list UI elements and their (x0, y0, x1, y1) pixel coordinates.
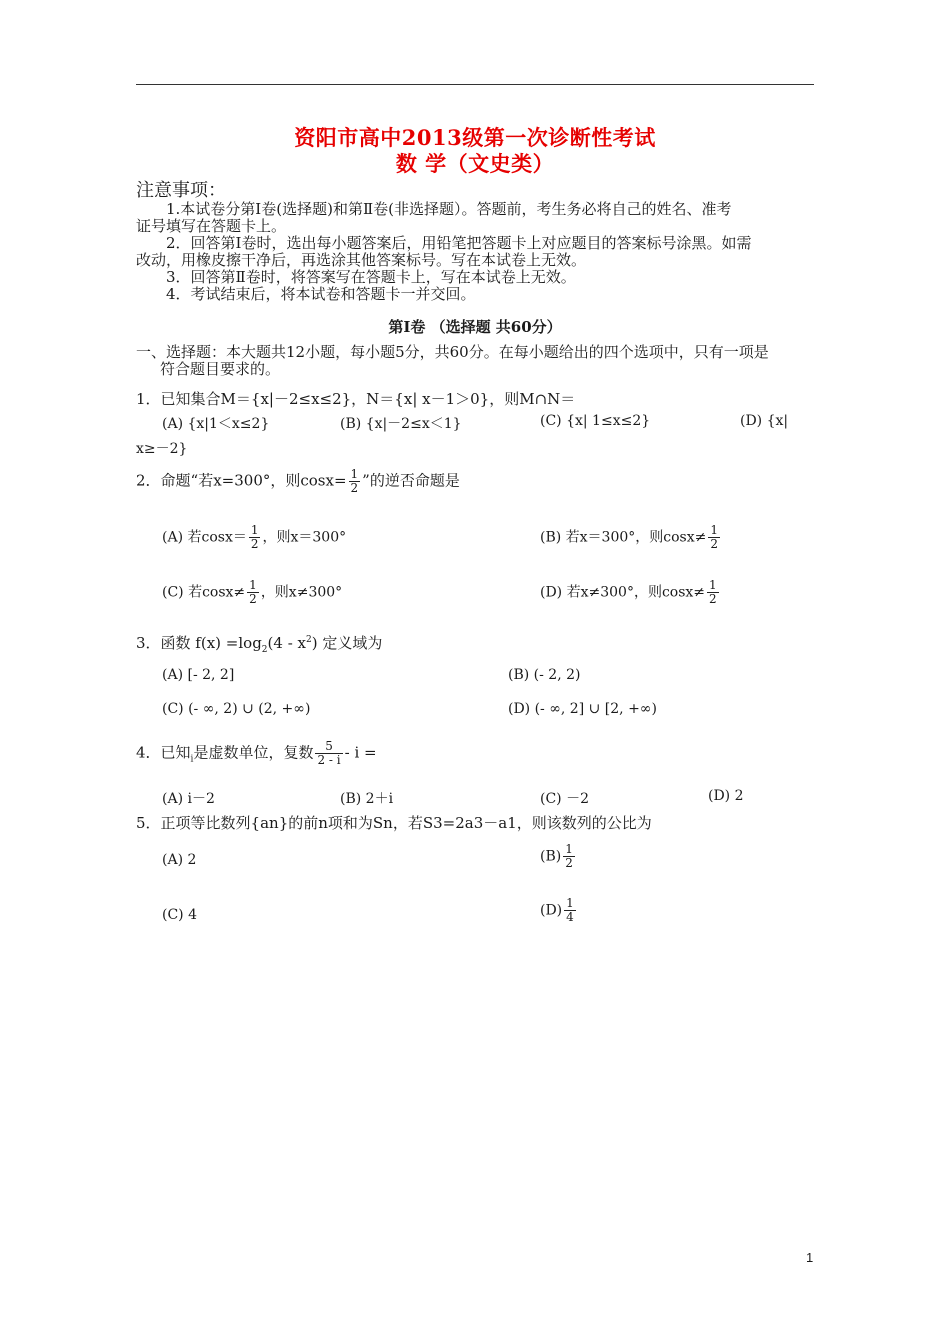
notice-line-5: 3．回答第Ⅱ卷时，将答案写在答题卡上，写在本试卷上无效。 (166, 268, 576, 286)
notice-line-3: 2．回答第Ⅰ卷时，选出每小题答案后，用铅笔把答题卡上对应题目的答案标号涂黑。如需 (166, 234, 752, 252)
q3-option-b: (B) (- 2, 2) (508, 667, 581, 683)
notice-heading: 注意事项： (136, 180, 226, 201)
q2-option-a-pre: (A) 若cosx＝ (162, 529, 247, 546)
exam-subtitle: 数 学（文史类） (395, 151, 555, 176)
q2-option-b-pre: (B) 若x＝300°，则cosx≠ (540, 529, 707, 546)
fraction-den: 2 (710, 537, 718, 551)
q1-stem: 1．已知集合M＝{x|－2≤x≤2}，N＝{x| x－1＞0}，则M∩N＝ (136, 390, 576, 408)
q2-option-c (162, 579, 342, 606)
q2-option-b (540, 524, 722, 551)
q4-stem-mid: 是虚数单位，复数 (193, 743, 314, 762)
q4-option-a: (A) i－2 (162, 791, 215, 807)
q2-stem-post: ”的逆否命题是 (362, 471, 460, 490)
q3-log-base: 2 (261, 645, 268, 655)
fraction-num: 1 (249, 578, 257, 592)
q2-option-d-pre: (D) 若x≠300°，则cosx≠ (540, 584, 706, 601)
q3-option-d: (D) (- ∞, 2] ∪ [2, +∞) (508, 701, 657, 717)
exam-title: 资阳市高中2013级第一次诊断性考试 (294, 125, 656, 150)
q1-option-d: (D) {x| (740, 413, 789, 429)
fraction-den: 2 (565, 856, 573, 870)
q5-stem: 5．正项等比数列{an}的前n项和为Sn，若S3=2a3－a1，则该数列的公比为 (136, 814, 652, 832)
fraction-one-quarter (564, 897, 576, 924)
q2-stem (136, 468, 460, 495)
q1-option-b: (B) {x|－2≤x＜1} (340, 416, 462, 432)
q1-option-a: (A) {x|1＜x≤2} (162, 416, 270, 432)
q4-stem-post: - i = (344, 743, 377, 762)
fraction-num: 1 (250, 523, 259, 537)
fraction-one-half (349, 468, 361, 495)
q3-exponent: 2 (306, 635, 312, 645)
q3-option-c: (C) (- ∞, 2) ∪ (2, +∞) (162, 701, 311, 717)
q4-fraction (315, 740, 342, 767)
fraction-num: 1 (566, 896, 574, 910)
q2-option-d (540, 579, 721, 606)
q2-option-c-pre: (C) 若cosx≠ (162, 584, 246, 601)
q1-option-c: (C) {x| 1≤x≤2} (540, 413, 651, 429)
fraction-num: 1 (565, 842, 573, 856)
q5-option-d-label: (D) (540, 902, 563, 919)
fraction-one-half (247, 579, 259, 606)
q2-stem-pre: 2．命题“若x=300°，则cosx= (136, 471, 347, 490)
q4-imaginary-i: i (190, 754, 194, 765)
q4-stem (136, 740, 377, 767)
fraction-den: 2 - i (317, 753, 341, 767)
q2-option-a (162, 524, 346, 551)
fraction-num: 1 (350, 467, 359, 481)
section-title: 第Ⅰ卷 （选择题 共60分） (388, 318, 562, 336)
header-rule (136, 84, 814, 85)
q1-option-d-cont: x≥－2} (136, 441, 188, 457)
notice-line-1: 1.本试卷分第Ⅰ卷(选择题)和第Ⅱ卷(非选择题）。答题前，考生务必将自己的姓名、准考 (166, 200, 732, 218)
q3-stem-mid: (4 - x (267, 634, 306, 652)
notice-line-4: 改动，用橡皮擦干净后，再选涂其他答案标号。写在本试卷上无效。 (136, 251, 587, 269)
fraction-one-half (707, 579, 719, 606)
q5-option-b (540, 843, 577, 870)
q4-option-d: (D) 2 (708, 788, 744, 804)
fraction-num: 5 (325, 739, 333, 753)
q3-stem-pre: 3．函数 f(x) =log (136, 634, 262, 652)
section-intro-line-2: 符合题目要求的。 (160, 360, 281, 378)
page-number: 1 (806, 1250, 814, 1265)
q2-option-a-post: ，则x＝300° (262, 529, 347, 546)
q4-option-c: (C) －2 (540, 791, 589, 807)
q5-option-b-label: (B) (540, 848, 562, 865)
fraction-one-half (249, 524, 261, 551)
q3-option-a: (A) [- 2, 2] (162, 667, 235, 683)
q3-stem-post: ) 定义域为 (311, 634, 383, 652)
fraction-one-half (563, 843, 575, 870)
section-intro-line-1: 一、选择题：本大题共12小题，每小题5分，共60分。在每小题给出的四个选项中，只有一项是 (136, 343, 769, 361)
notice-line-6: 4．考试结束后，将本试卷和答题卡一并交回。 (166, 285, 476, 303)
fraction-num: 1 (709, 578, 717, 592)
fraction-den: 2 (249, 592, 257, 606)
fraction-den: 2 (350, 481, 359, 495)
q5-option-c: (C) 4 (162, 907, 197, 923)
fraction-den: 2 (709, 592, 717, 606)
q5-option-d (540, 897, 578, 924)
q3-stem (136, 632, 382, 655)
q5-option-a: (A) 2 (162, 852, 197, 868)
fraction-den: 2 (250, 537, 259, 551)
q4-option-b: (B) 2＋i (340, 791, 394, 807)
fraction-one-half (708, 524, 720, 551)
q2-option-c-post: ，则x≠300° (260, 584, 343, 601)
fraction-num: 1 (710, 523, 718, 537)
fraction-den: 4 (566, 910, 574, 924)
notice-line-2: 证号填写在答题卡上。 (136, 217, 287, 235)
q4-stem-pre: 4．已知 (136, 743, 191, 762)
